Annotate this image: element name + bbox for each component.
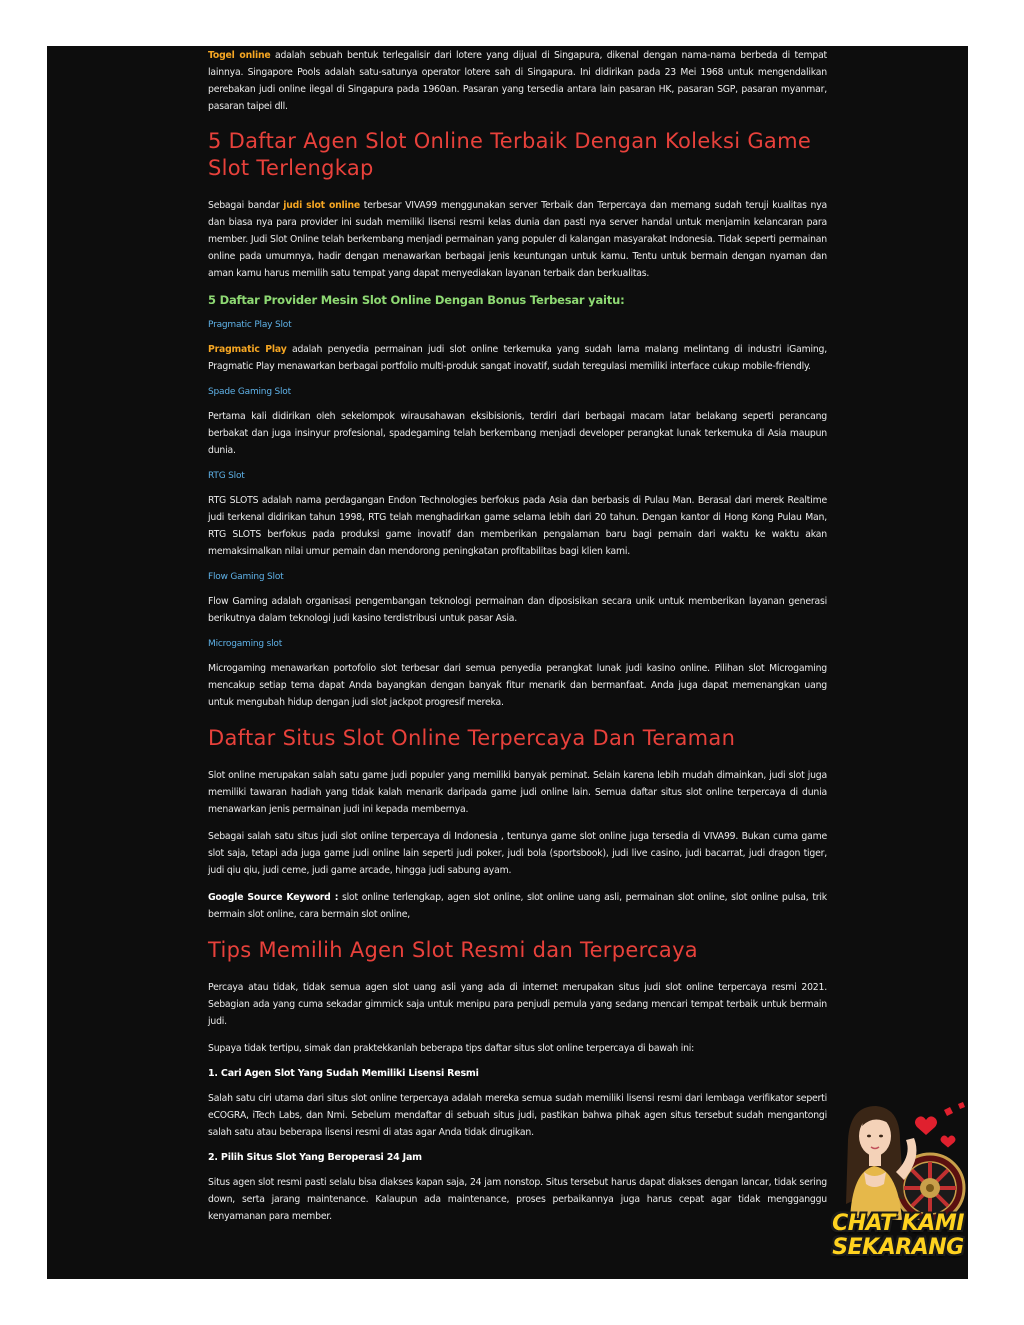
- provider-title-flow: Flow Gaming Slot: [208, 572, 284, 582]
- providers-heading: 5 Daftar Provider Mesin Slot Online Dengan Bonus Terbesar yaitu:: [208, 293, 625, 307]
- provider-text-rtg: RTG SLOTS adalah nama perdagangan Endon Technologies berfokus pada Asia dan berbasis di Pulau Man. Berasal dari merek Realtime judi terkenal didirikan tahun 1998, RTG telah menghadirkan game selama lebih dari 20 tahun. Dengan kantor di Hong Kong Pulau Man, RTG SLOTS berfokus pada produksi game inovatif dan memberikan pengalaman baru bagi pemain dari waktu ke waktu akan memaksimalkan nilai umur pemain dan mendorong peningkatan profitabilitas bagi klien kami.: [208, 495, 827, 557]
- pragmatic-play-link[interactable]: Pragmatic Play: [208, 344, 287, 355]
- tip1-text: Salah satu ciri utama dari situs slot online terpercaya adalah mereka semua sudah memiliki lisensi resmi dari lembaga verifikator seperti eCOGRA, iTech Labs, dan Nmi. Sebelum mendaftar di sebuah situs judi, pastikan bahwa pihak agen situs tersebut sudah mengantongi salah satu atau beberapa lisensi resmi di atas agar Anda tidak dirugikan.: [208, 1093, 827, 1138]
- section1-text-before: Sebagai bandar: [208, 200, 284, 211]
- provider-title-pragmatic: Pragmatic Play Slot: [208, 320, 292, 330]
- section2-paragraph-2: Sebagai salah satu situs judi slot online terpercaya di Indonesia , tentunya game slot online juga tersedia di VIVA99. Bukan cuma game slot saja, tetapi ada juga game judi online lain seperti judi poker, judi bola (sportsbook), judi live casino, judi bacarrat, judi dragon tiger, judi qiu qiu, judi ceme, judi game arcade, hingga judi sabung ayam.: [208, 831, 827, 876]
- tip2-title: 2. Pilih Situs Slot Yang Beroperasi 24 Jam: [208, 1152, 422, 1163]
- section3-paragraph-2: Supaya tidak tertipu, simak dan praktekkanlah beberapa tips daftar situs slot online terpercaya di bawah ini:: [208, 1043, 695, 1054]
- provider-text-flow: Flow Gaming adalah organisasi pengembangan teknologi permainan dan diposisikan secara unik untuk memberikan layanan generasi berikutnya dalam teknologi judi kasino terdistribusi untuk pasar Asia.: [208, 596, 827, 624]
- chat-mascot-illustration: [826, 1100, 968, 1220]
- section1-text-after: terbesar VIVA99 menggunakan server Terbaik dan Terpercaya dan memang sudah teruji kualitas nya dan biasa nya para provider ini sudah memiliki lisensi resmi kelas dunia dan pasti nya server handal untuk menjamin kelancaran para member. Judi Slot Online telah berkembang menjadi permainan yang populer di kalangan masyarakat Indonesia. Tidak seperti permainan online pada umumnya, hadir dengan menawarkan berbagai jenis keuntungan untuk kamu. Tentu untuk bermain dengan nyaman dan aman kamu harus memilih satu tempat yang dapat menyediakan layanan terbaik dan berkualitas.: [208, 200, 827, 279]
- provider-title-spade: Spade Gaming Slot: [208, 387, 291, 397]
- chat-label-line1: CHAT KAMI: [832, 1211, 964, 1236]
- pragmatic-text: adalah penyedia permainan judi slot online terkemuka yang sudah lama malang melintang di industri iGaming, Pragmatic Play menawarkan berbagai portfolio multi-produk sangat inovatif, sudah teregulasi memiliki interface cukup mobile-friendly.: [208, 344, 827, 372]
- intro-paragraph: [208, 47, 827, 115]
- provider-text-pragmatic: [208, 341, 827, 375]
- tip1-title: 1. Cari Agen Slot Yang Sudah Memiliki Lisensi Resmi: [208, 1068, 479, 1079]
- chat-now-widget[interactable]: [826, 1100, 968, 1275]
- section2-heading: Daftar Situs Slot Online Terpercaya Dan Teraman: [208, 726, 736, 750]
- keyword-text: slot online terlengkap, agen slot online, slot online uang asli, permainan slot online, slot online pulsa, trik bermain slot online, cara bermain slot online,: [208, 892, 827, 920]
- keyword-label: Google Source Keyword :: [208, 892, 339, 903]
- chat-now-label[interactable]: [828, 1212, 968, 1260]
- article-panel: [47, 46, 968, 1279]
- keyword-paragraph: [208, 889, 827, 923]
- provider-title-rtg: RTG Slot: [208, 471, 245, 481]
- section3-paragraph-1: Percaya atau tidak, tidak semua agen slot uang asli yang ada di internet merupakan situs judi slot online terpercaya resmi 2021. Sebagian ada yang cuma sekadar gimmick saja untuk menipu para penjudi pemula yang sedang mencari tempat terbaik untuk bermain judi.: [208, 982, 827, 1027]
- provider-title-microgaming: Microgaming slot: [208, 639, 283, 649]
- provider-text-spade: Pertama kali didirikan oleh sekelompok wirausahawan eksibisionis, terdiri dari berbagai macam latar belakang seperti perancang berbakat dan juga insinyur profesional, spadegaming telah berkembang menjadi developer perangkat lunak terkemuka di Asia maupun dunia.: [208, 411, 827, 456]
- chat-label-line2: SEKARANG: [832, 1235, 964, 1260]
- article-content: [208, 46, 827, 1235]
- intro-text: adalah sebuah bentuk terlegalisir dari lotere yang dijual di Singapura, dikenal dengan nama-nama berbeda di tempat lainnya. Singapore Pools adalah satu-satunya operator lotere sah di Singapura. Ini didirikan pada 23 Mei 1968 untuk mengendalikan perebakan judi online ilegal di Singapura pada 1960an. Pasaran yang tersedia antara lain pasaran HK, pasaran SGP, pasaran myanmar, pasaran taipei dll.: [208, 50, 828, 112]
- section2-paragraph-1: Slot online merupakan salah satu game judi populer yang memiliki banyak peminat. Selain karena lebih mudah dimainkan, judi slot juga memiliki tawaran hadiah yang tidak kalah menarik daripada game judi online lain. Semua daftar situs slot online terpercaya di dunia menawarkan jenis permainan judi ini kepada membernya.: [208, 770, 827, 815]
- judi-slot-online-link[interactable]: judi slot online: [283, 200, 361, 211]
- provider-text-microgaming: Microgaming menawarkan portofolio slot terbesar dari semua penyedia perangkat lunak judi kasino online. Pilihan slot Microgaming mencakup setiap tema dapat Anda bayangkan dengan banyak fitur menarik dan bermanfaat. Anda juga dapat memenangkan uang untuk mengubah hidup dengan judi slot jackpot progresif mereka.: [208, 663, 827, 708]
- togel-online-link[interactable]: Togel online: [208, 50, 271, 61]
- section1-paragraph: [208, 197, 827, 282]
- section1-heading: 5 Daftar Agen Slot Online Terbaik Dengan Koleksi Game Slot Terlengkap: [208, 129, 812, 180]
- tip2-text: Situs agen slot resmi pasti selalu bisa diakses kapan saja, 24 jam nonstop. Situs tersebut harus dapat diakses dengan lancar, tidak sering down, serta jarang maintenance. Kalaupun ada maintenance, proses perbaikannya juga harus cepat agar tidak mengganggu kenyamanan para member.: [208, 1177, 827, 1222]
- section3-heading: Tips Memilih Agen Slot Resmi dan Terpercaya: [208, 938, 698, 962]
